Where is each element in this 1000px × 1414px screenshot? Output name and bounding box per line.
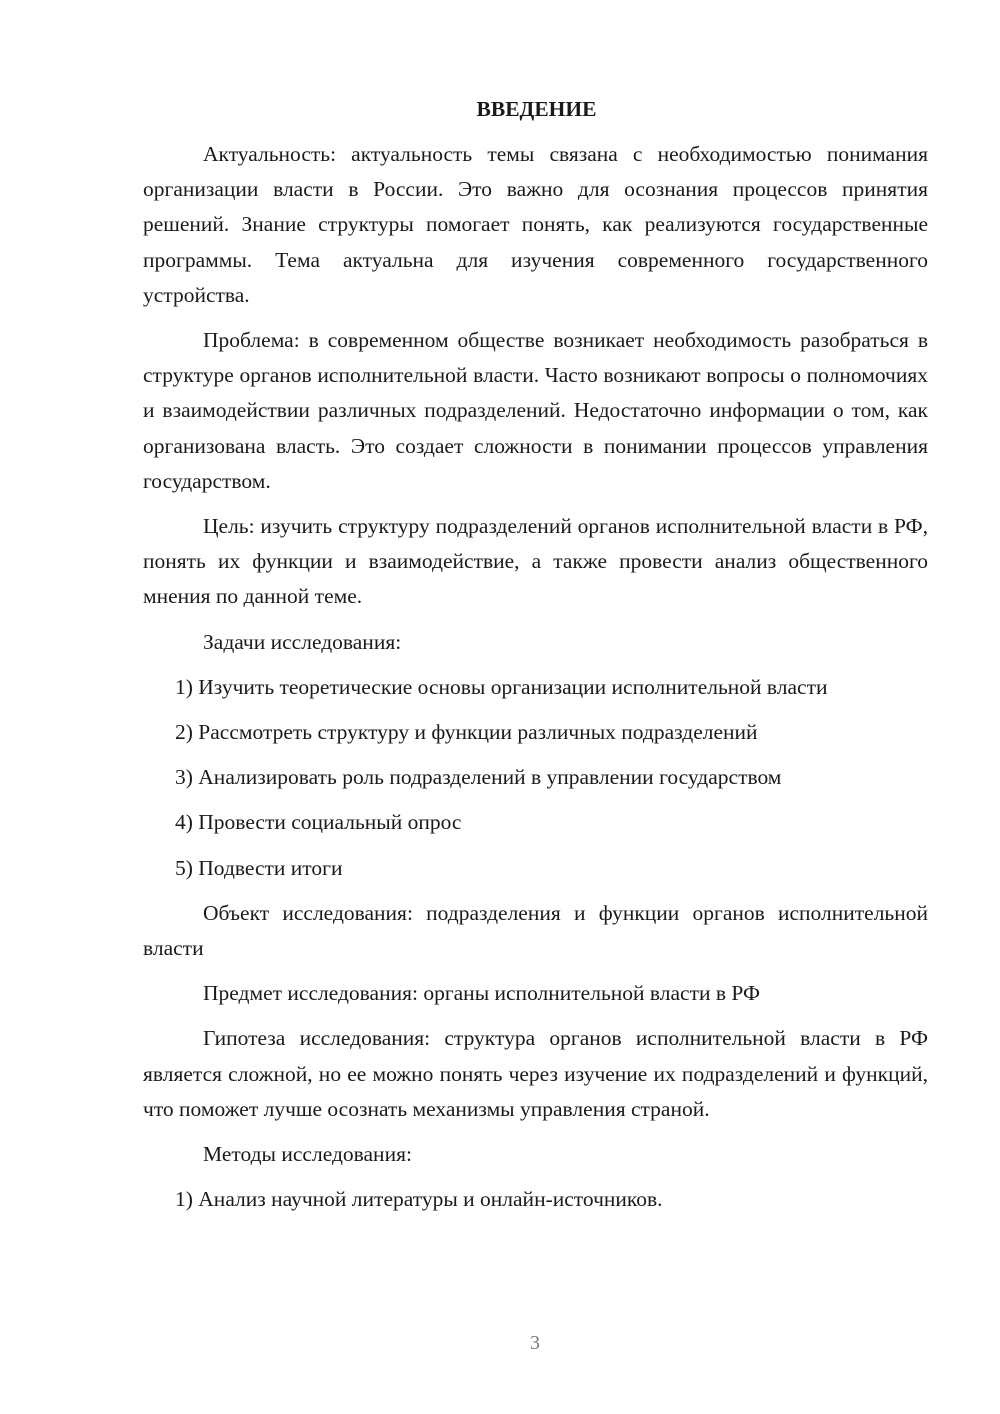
object-paragraph: Объект исследования: подразделения и функции органов исполнительной власти <box>143 900 928 961</box>
list-item: 2) Рассмотреть структуру и функции различных подразделений <box>175 720 758 745</box>
methods-label: Методы исследования: <box>203 1142 412 1167</box>
problem-paragraph: Проблема: в современном обществе возникает необходимость разобраться в структуре органов исполнительной власти. Часто возникают вопросы о полномочиях и взаимодействии различных подразделений. Недостаточно информации о том, как организована власть. Это создает сложности в понимании процессов управления государством. <box>143 328 928 493</box>
subject-paragraph: Предмет исследования: органы исполнительной власти в РФ <box>203 981 760 1006</box>
list-item: 4) Провести социальный опрос <box>175 810 462 835</box>
relevance-paragraph: Актуальность: актуальность темы связана с необходимостью понимания организации власти в России. Это важно для осознания процессов принятия решений. Знание структуры помогает понять, как реализуются государственные программы. Тема актуальна для изучения современного государственного устройства. <box>143 142 928 307</box>
page-number: 3 <box>530 1332 540 1354</box>
section-heading: ВВЕДЕНИЕ <box>476 97 597 121</box>
tasks-label: Задачи исследования: <box>203 629 402 654</box>
goal-paragraph: Цель: изучить структуру подразделений органов исполнительной власти в РФ, понять их функции и взаимодействие, а также провести анализ общественного мнения по данной теме. <box>143 514 928 609</box>
list-item: 1) Анализ научной литературы и онлайн-источников. <box>175 1187 663 1212</box>
tasks-list <box>143 670 928 886</box>
page-content <box>143 92 928 1227</box>
methods-list <box>143 1182 928 1217</box>
list-item: 3) Анализировать роль подразделений в управлении государством <box>175 765 782 790</box>
list-item: 1) Изучить теоретические основы организации исполнительной власти <box>175 674 828 699</box>
hypothesis-paragraph: Гипотеза исследования: структура органов исполнительной власти в РФ является сложной, но ее можно понять через изучение их подразделений и функций, что поможет лучше осознать механизмы управления страной. <box>143 1026 928 1121</box>
list-item: 5) Подвести итоги <box>175 855 343 880</box>
